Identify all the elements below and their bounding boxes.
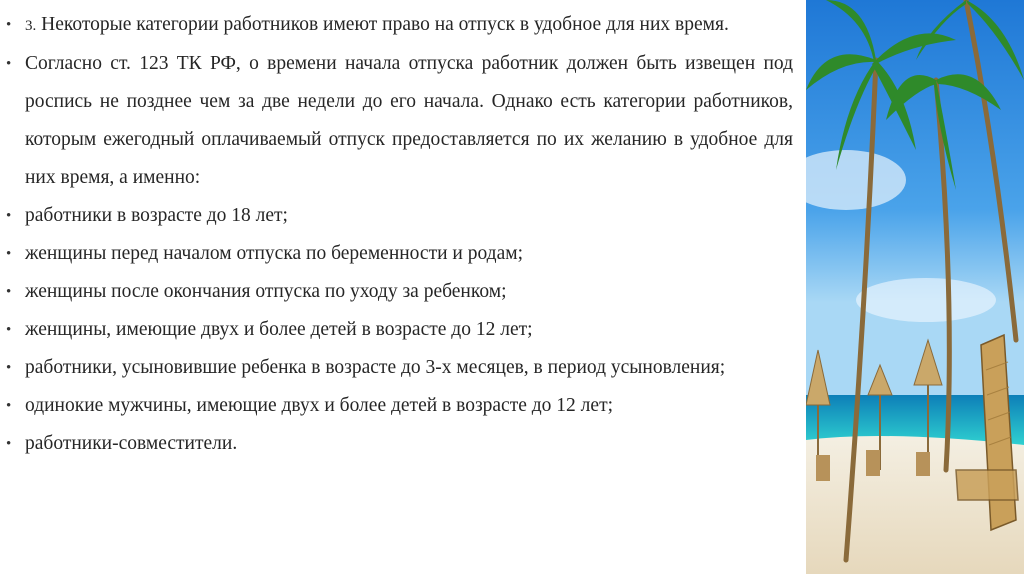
item-text: работники в возрасте до 18 лет; xyxy=(25,205,288,226)
bullet-marker: • xyxy=(6,246,12,262)
item-text: женщины, имеющие двух и более детей в возрасте до 12 лет; xyxy=(25,319,533,340)
item-text: женщины перед началом отпуска по беременности и родам; xyxy=(25,243,523,264)
list-item xyxy=(6,235,793,273)
item-text: одинокие мужчины, имеющие двух и более детей в возрасте до 12 лет; xyxy=(25,395,614,416)
bullet-marker: • xyxy=(6,398,12,414)
bullet-marker: • xyxy=(6,17,12,33)
list-item xyxy=(6,387,793,425)
item-text: Согласно ст. 123 ТК РФ, о времени начала отпуска работник должен быть извещен под роспись не позднее чем за две недели до его начала. Однако есть категории работников, которым ежегодный оплачиваемый отпуск предоставляется по их желанию в удобное для них время, а именно: xyxy=(25,53,793,188)
list-item xyxy=(6,273,793,311)
item-number: 3. xyxy=(25,18,37,34)
list-item xyxy=(6,197,793,235)
list-item xyxy=(6,6,793,45)
item-text: женщины после окончания отпуска по уходу за ребенком; xyxy=(25,281,507,302)
bullet-marker: • xyxy=(6,284,12,300)
list-item xyxy=(6,349,793,387)
tropical-beach-photo xyxy=(806,0,1024,574)
bullet-marker: • xyxy=(6,56,12,72)
list-item xyxy=(6,311,793,349)
bullet-marker: • xyxy=(6,208,12,224)
item-text: Некоторые категории работников имеют право на отпуск в удобное для них время. xyxy=(41,14,729,35)
list-item xyxy=(6,425,793,463)
list-item xyxy=(6,45,793,197)
item-text: работники, усыновившие ребенка в возрасте до 3-х месяцев, в период усыновления; xyxy=(25,357,726,378)
slide-text-area xyxy=(6,6,793,463)
bullet-list xyxy=(6,6,793,463)
item-text: работники-совместители. xyxy=(25,433,238,454)
bullet-marker: • xyxy=(6,436,12,452)
bullet-marker: • xyxy=(6,360,12,376)
bullet-marker: • xyxy=(6,322,12,338)
